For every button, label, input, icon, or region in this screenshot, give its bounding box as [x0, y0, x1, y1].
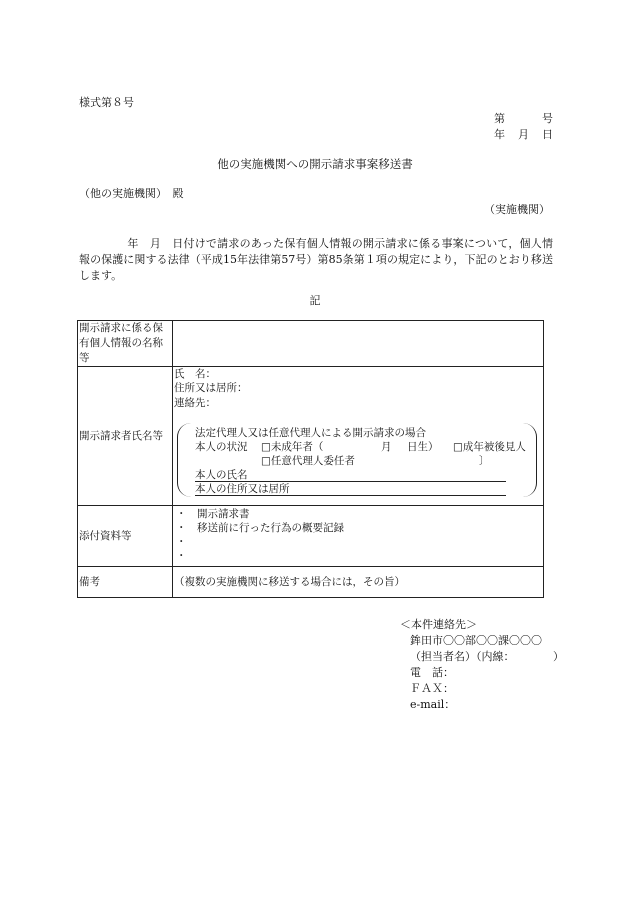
- principal-address-line[interactable]: [195, 495, 506, 496]
- contact-block: [400, 617, 564, 713]
- attachment-bullet: ・: [176, 536, 187, 548]
- requester-name-label: 氏 名：: [174, 368, 216, 380]
- requester-label: 開示請求者氏名等: [78, 367, 173, 506]
- form-number: 様式第８号: [79, 96, 134, 109]
- table-row: [78, 321, 544, 367]
- table-row: [78, 367, 544, 506]
- table-row: [78, 506, 544, 567]
- table-row: [78, 567, 544, 598]
- body-paragraph: 年 月 日付けで請求のあった保有個人情報の開示請求に係る事案について，個人情報の保護に関する法律（平成15年法律第57号）第85条第１項の規定により，下記のとおり移送します。: [79, 237, 553, 282]
- contact-heading: ＜本件連絡先＞: [400, 618, 477, 631]
- transfer-form-table: [77, 320, 544, 598]
- date-month-label: 月: [518, 128, 529, 141]
- requester-cell: [173, 367, 544, 506]
- contact-person: （担当者名）（内線： ）: [410, 650, 564, 663]
- proxy-voluntary-checkbox[interactable]: □任意代理人委任者: [261, 455, 355, 467]
- attachment-item: 開示請求書: [197, 508, 250, 520]
- requester-address-label: 住所又は居所：: [174, 382, 248, 394]
- remarks-label: 備考: [78, 567, 173, 598]
- principal-name-label: 本人の氏名: [195, 469, 248, 481]
- ref-number-prefix: 第: [494, 112, 505, 125]
- principal-address-label: 本人の住所又は居所: [195, 483, 290, 495]
- reference-number-line: [480, 112, 560, 128]
- contact-email: e-mail：: [410, 698, 456, 711]
- ki-heading: 記: [309, 294, 321, 307]
- proxy-title: 法定代理人又は任意代理人による開示請求の場合: [195, 427, 426, 439]
- document-title: 他の実施機関への開示請求事案移送書: [217, 157, 413, 171]
- requester-contact-label: 連絡先：: [174, 397, 216, 409]
- addressee: （他の実施機関） 殿: [79, 187, 184, 200]
- attachment-bullet: ・: [176, 522, 187, 534]
- attachment-item: 移送前に行った行為の概要記録: [197, 522, 344, 534]
- attachments-label: 添付資料等: [78, 506, 173, 567]
- proxy-close-bracket: 〕: [479, 455, 490, 467]
- attachment-bullet: ・: [176, 550, 187, 562]
- proxy-minor-checkbox[interactable]: □未成年者（: [261, 441, 324, 453]
- date-year-label: 年: [494, 128, 505, 141]
- contact-fax: ＦＡＸ：: [410, 682, 454, 695]
- date-day-label: 日: [542, 128, 553, 141]
- attachments-cell: [173, 506, 544, 567]
- proxy-birth-label: 日生）: [407, 441, 439, 453]
- sender-agency: （実施機関）: [484, 203, 550, 216]
- proxy-month-label: 月: [381, 441, 392, 453]
- proxy-status-label: 本人の状況: [195, 441, 248, 453]
- info-name-label: 開示請求に係る保有個人情報の名称等: [78, 321, 173, 367]
- date-line: [480, 128, 560, 144]
- attachment-bullet: ・: [176, 508, 187, 520]
- proxy-ward-checkbox[interactable]: □成年被後見人: [453, 441, 526, 453]
- contact-office: 鉾田市〇〇部〇〇課〇〇〇: [410, 634, 542, 647]
- ref-number-suffix: 号: [542, 112, 553, 125]
- contact-phone: 電 話：: [410, 666, 454, 679]
- info-name-field[interactable]: [173, 321, 544, 367]
- reference-block: [480, 112, 560, 144]
- remarks-note: （複数の実施機関に移送する場合には，その旨）: [173, 567, 544, 598]
